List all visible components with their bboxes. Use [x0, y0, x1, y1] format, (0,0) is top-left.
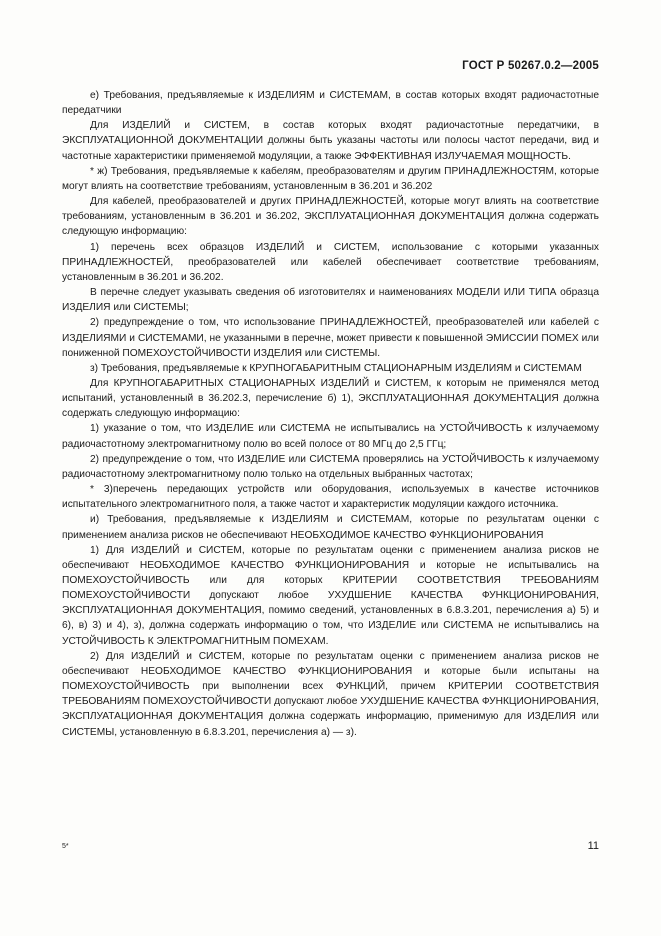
paragraph: * ж) Требования, предъявляемые к кабелям, преобразователям и другим ПРИНАДЛЕЖНОСТЯМ, которые могут влиять на соответствие требованиям, установленным в 36.201 и 36.202: [62, 165, 599, 192]
page-number: 11: [587, 840, 599, 852]
paragraph: Для КРУПНОГАБАРИТНЫХ СТАЦИОНАРНЫХ ИЗДЕЛИЙ и СИСТЕМ, к которым не применялся метод испытаний, установленный в 36.202.3, перечисление б) 1), ЭКСПЛУАТАЦИОННАЯ ДОКУМЕНТАЦИЯ должна содержать следующую информацию:: [62, 377, 599, 420]
paragraph: 1) указание о том, что ИЗДЕЛИЕ или СИСТЕМА не испытывались на УСТОЙЧИВОСТЬ к излучаемому радиочастотному электромагнитному полю во всей полосе от 80 МГц до 2,5 ГГц;: [62, 423, 599, 450]
paragraph: з) Требования, предъявляемые к КРУПНОГАБАРИТНЫМ СТАЦИОНАРНЫМ ИЗДЕЛИЯМ и СИСТЕМАМ: [90, 362, 582, 374]
document-code: ГОСТ Р 50267.0.2—2005: [462, 60, 599, 72]
paragraph: и) Требования, предъявляемые к ИЗДЕЛИЯМ и СИСТЕМАМ, которые по результатам оценки с применением анализа рисков не обеспечивают НЕОБХОДИМОЕ КАЧЕСТВО ФУНКЦИОНИРОВАНИЯ: [62, 514, 599, 541]
paragraph: В перечне следует указывать сведения об изготовителях и наименованиях МОДЕЛИ ИЛИ ТИПА образца ИЗДЕЛИЯ или СИСТЕМЫ;: [62, 287, 599, 314]
paragraph: 2) Для ИЗДЕЛИЙ и СИСТЕМ, которые по результатам оценки с применением анализа рисков не обеспечивают НЕОБХОДИМОЕ КАЧЕСТВО ФУНКЦИОНИРОВАНИЯ и которые были испытаны на ПОМЕХОУСТОЙЧИВОСТЬ при выполнении всех ФУНКЦИЙ, причем КРИТЕРИИ СООТВЕТСТВИЯ ТРЕБОВАНИЯМ ПОМЕХОУСТОЙЧИВОСТИ допускают любое УХУДШЕНИЕ КАЧЕСТВА ФУНКЦИОНИРОВАНИЯ, ЭКСПЛУАТАЦИОННАЯ ДОКУМЕНТАЦИЯ должна содержать информацию, применимую для ИЗДЕЛИЯ или СИСТЕМЫ, установленную в 6.8.3.201, перечисления а) — з).: [62, 650, 599, 738]
paragraph: 2) предупреждение о том, что использование ПРИНАДЛЕЖНОСТЕЙ, преобразователей или кабелей с ИЗДЕЛИЯМИ и СИСТЕМАМИ, не указанными в перечне, может привести к повышенной ЭМИССИИ ПОМЕХ или пониженной ПОМЕХОУСТОЙЧИВОСТИ ИЗДЕЛИЯ или СИСТЕМЫ.: [62, 317, 599, 359]
document-body: [62, 88, 599, 740]
paragraph: е) Требования, предъявляемые к ИЗДЕЛИЯМ и СИСТЕМАМ, в состав которых входят радиочастотные передатчики: [62, 90, 599, 117]
paragraph: 1) перечень всех образцов ИЗДЕЛИЙ и СИСТЕМ, использование с которыми указанных ПРИНАДЛЕЖНОСТЕЙ, преобразователей или кабелей обеспечивает соответствие требованиям, установленным в 36.201 и 36.202.: [62, 241, 599, 283]
paragraph: * 3)перечень передающих устройств или оборудования, используемых в качестве источников испытательного электромагнитного поля, а также частот и характеристик модуляции каждого источника.: [62, 484, 599, 511]
sheet-mark: 5*: [62, 843, 69, 850]
paragraph: 2) предупреждение о том, что ИЗДЕЛИЕ или СИСТЕМА проверялись на УСТОЙЧИВОСТЬ к излучаемому радиочастотному электромагнитному полю только на отдельных выбранных частотах;: [62, 453, 599, 480]
paragraph: Для кабелей, преобразователей и других ПРИНАДЛЕЖНОСТЕЙ, которые могут влиять на соответствие требованиям, установленным в 36.201 и 36.202, ЭКСПЛУАТАЦИОННАЯ ДОКУМЕНТАЦИЯ должна содержать следующую информацию:: [62, 196, 599, 238]
paragraph: 1) Для ИЗДЕЛИЙ и СИСТЕМ, которые по результатам оценки с применением анализа рисков не обеспечивают НЕОБХОДИМОЕ КАЧЕСТВО ФУНКЦИОНИРОВАНИЯ и которые не испытывались на ПОМЕХОУСТОЙЧИВОСТЬ или для которых КРИТЕРИИ СООТВЕТСТВИЯ ТРЕБОВАНИЯМ ПОМЕХОУСТОЙЧИВОСТИ допускают любое УХУДШЕНИЕ КАЧЕСТВА ФУНКЦИОНИРОВАНИЯ, ЭКСПЛУАТАЦИОННАЯ ДОКУМЕНТАЦИЯ, помимо сведений, установленных в 6.8.3.201, перечисления а) 5) и 6), в) 3) и 4), з), должна содержать информацию о том, что ИЗДЕЛИЕ или СИСТЕМА не испытывались на УСТОЙЧИВОСТЬ К ЭЛЕКТРОМАГНИТНЫМ ПОМЕХАМ.: [62, 544, 599, 647]
paragraph: Для ИЗДЕЛИЙ и СИСТЕМ, в состав которых входят радиочастотные передатчики, в ЭКСПЛУАТАЦИОННОЙ ДОКУМЕНТАЦИИ должны быть указаны частоты или полосы частот передачи, вид и частотные характеристики применяемой модуляции, а также ЭФФЕКТИВНАЯ ИЗЛУЧАЕМАЯ МОЩНОСТЬ.: [62, 120, 599, 162]
